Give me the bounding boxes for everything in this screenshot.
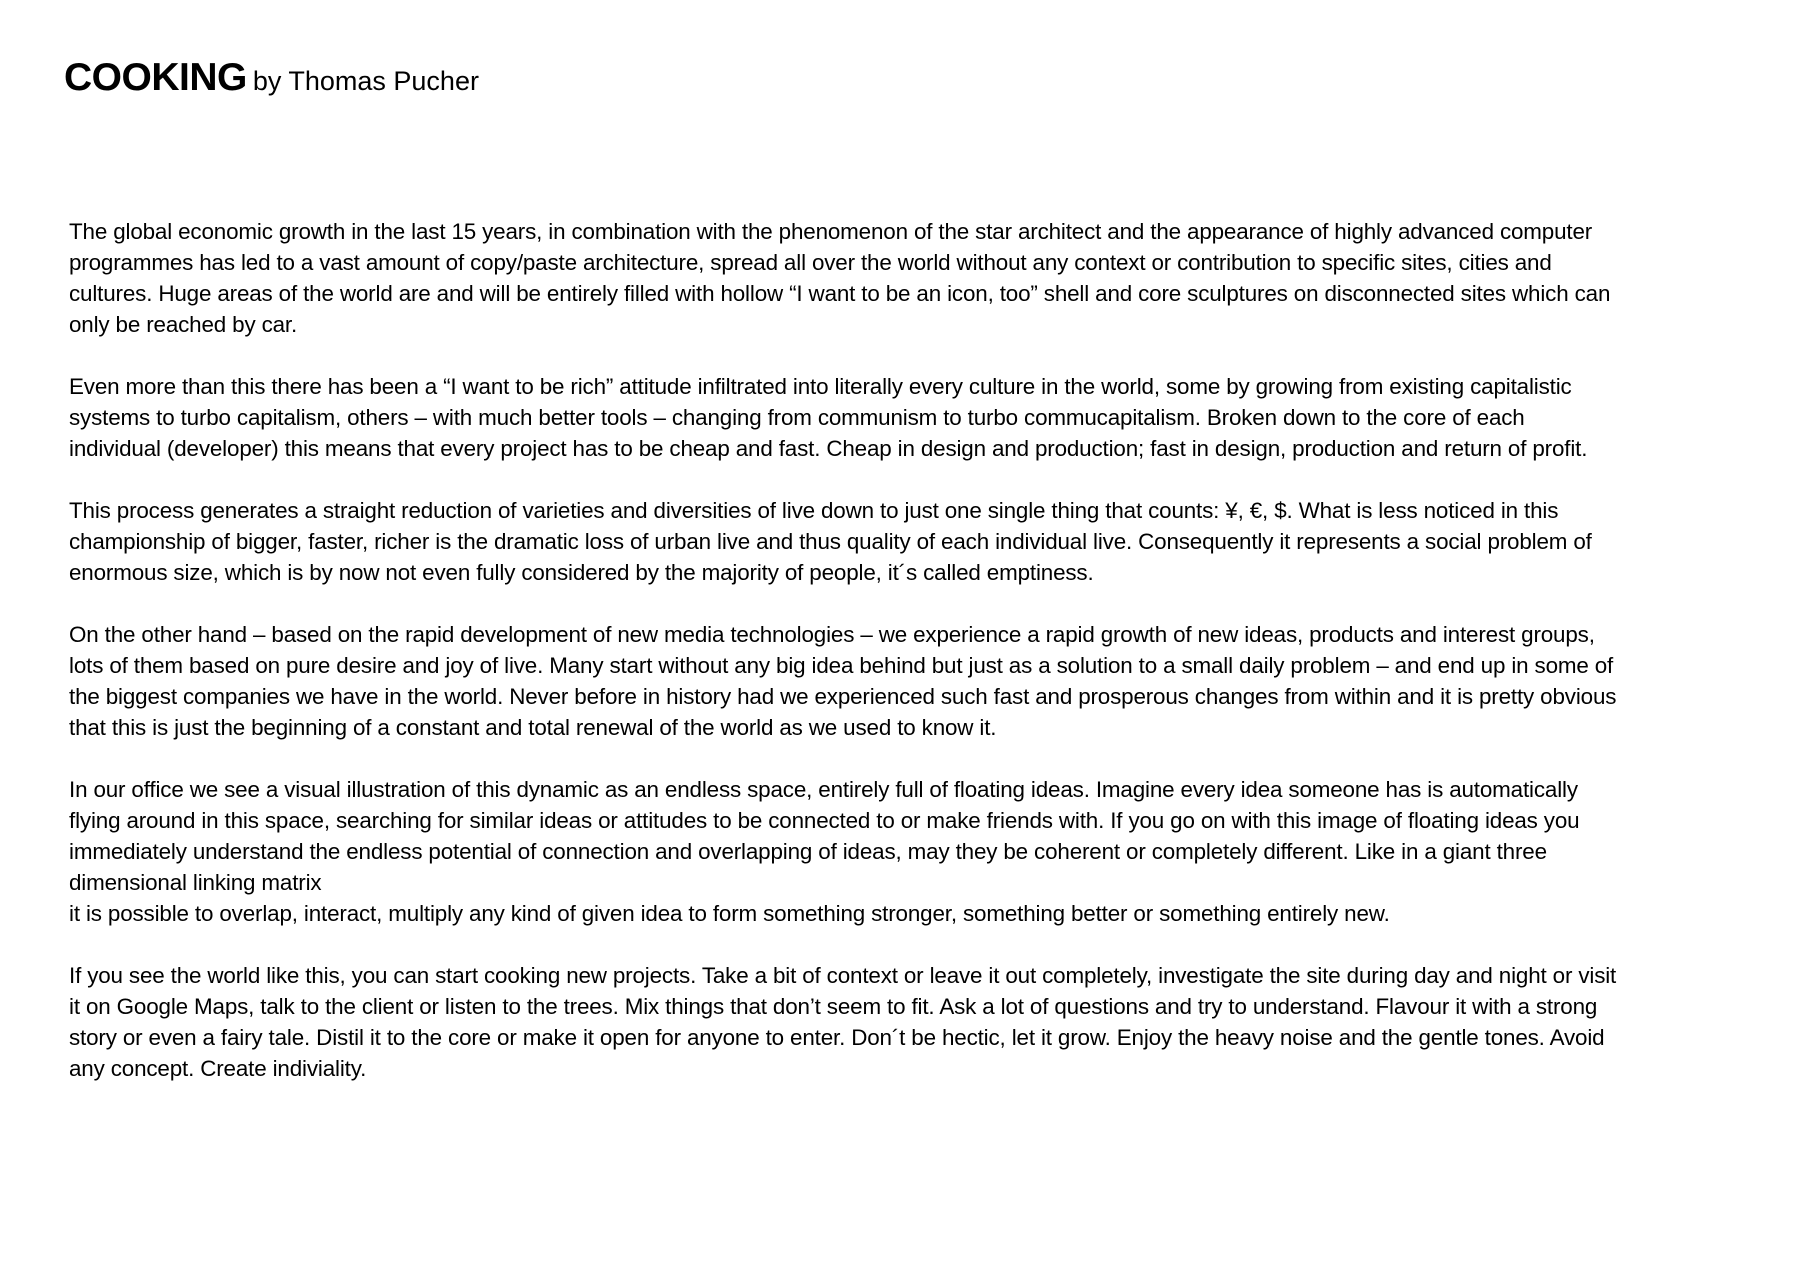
paragraph-1: The global economic growth in the last 15 years, in combination with the phenomenon of the star architect and the appearance of highly advanced computer programmes has led to a vast amount of copy/paste architecture, spread all over the world without any context or contribution to specific sites, cities and cultures. Huge areas of the world are and will be entirely filled with hollow “I want to be an icon, too” shell and core sculptures on disconnected sites which can only be reached by car. bbox=[69, 219, 1611, 337]
paragraph-5: In our office we see a visual illustration of this dynamic as an endless space, entirely full of floating ideas. Imagine every idea someone has is automatically flying around in this space, searching for similar ideas or attitudes to be connected to or make friends with. If you go on with this image of floating ideas you immediately understand the endless potential of connection and overlapping of ideas, may they be coherent or completely different. Like in a giant three dimensional linking matrix it is possible to overlap, interact, multiply any kind of given idea to form something stronger, something better or something entirely new. bbox=[69, 777, 1580, 926]
author-byline: by Thomas Pucher bbox=[252, 66, 479, 96]
paragraph-3: This process generates a straight reduction of varieties and diversities of live down to just one single thing that counts: ¥, €, $. What is less noticed in this championship of bigger, faster, richer is the dramatic loss of urban live and thus quality of each individual live. Consequently it represents a social problem of enormous size, which is by now not even fully considered by the majority of people, it´s called emptiness. bbox=[69, 498, 1592, 585]
paragraph-2: Even more than this there has been a “I want to be rich” attitude infiltrated into literally every culture in the world, some by growing from existing capitalistic systems to turbo capitalism, others – with much better tools – changing from communism to turbo commucapitalism. Broken down to the core of each individual (developer) this means that every project has to be cheap and fast. Cheap in design and production; fast in design, production and return of profit. bbox=[69, 374, 1588, 461]
title-text: COOKING bbox=[64, 56, 247, 99]
essay-body bbox=[69, 216, 1759, 1115]
paragraph-4: On the other hand – based on the rapid development of new media technologies – we experience a rapid growth of new ideas, products and interest groups, lots of them based on pure desire and joy of live. Many start without any big idea behind but just as a solution to a small daily problem – and end up in some of the biggest companies we have in the world. Never before in history had we experienced such fast and prosperous changes from within and it is pretty obvious that this is just the beginning of a constant and total renewal of the world as we used to know it. bbox=[69, 622, 1617, 740]
paragraph-6: If you see the world like this, you can start cooking new projects. Take a bit of context or leave it out completely, investigate the site during day and night or visit it on Google Maps, talk to the client or listen to the trees. Mix things that don’t seem to fit. Ask a lot of questions and try to understand. Flavour it with a strong story or even a fairy tale. Distil it to the core or make it open for anyone to enter. Don´t be hectic, let it grow. Enjoy the heavy noise and the gentle tones. Avoid any concept. Create indiviality. bbox=[69, 963, 1617, 1081]
page-title bbox=[64, 58, 479, 97]
